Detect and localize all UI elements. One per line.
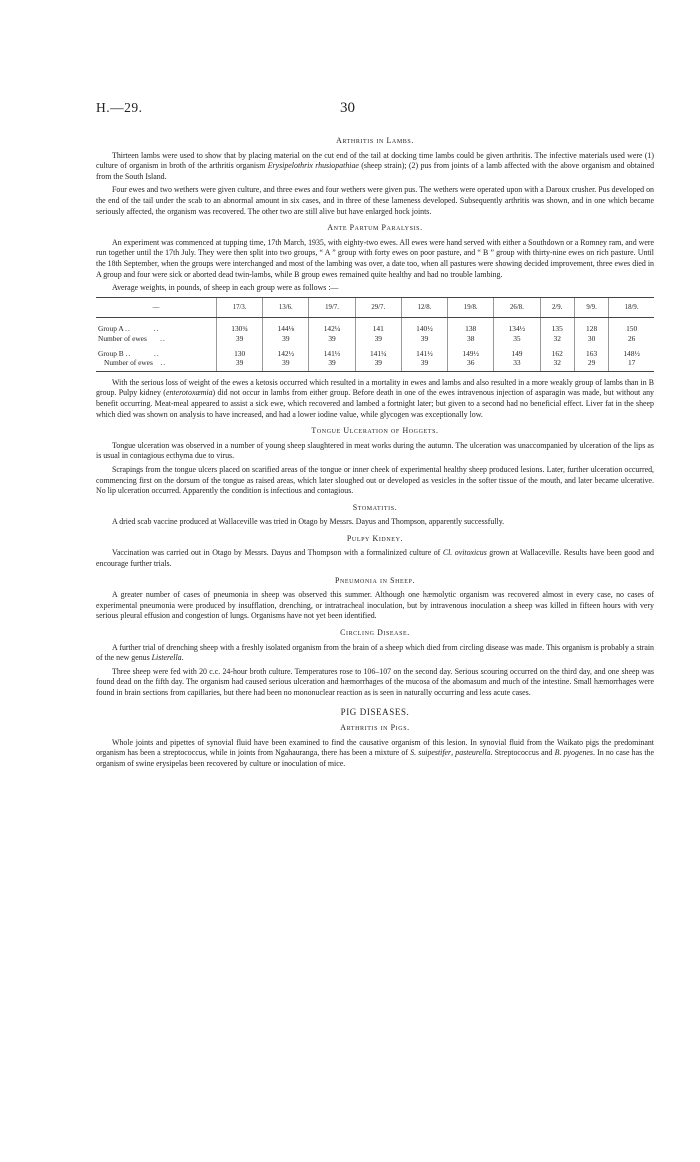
page-number: 30 xyxy=(340,100,355,116)
row-label: Number of ewes .. xyxy=(96,358,217,371)
table-cell: 26 xyxy=(609,334,654,343)
table-row xyxy=(96,324,654,333)
table-cell: 163 xyxy=(574,349,608,358)
row-label: Group A .. .. xyxy=(98,324,160,334)
table-cell: 162 xyxy=(540,349,574,358)
section-heading-ante-partum: Ante Partum Paralysis. xyxy=(327,223,423,233)
species-name: S. suipestifer xyxy=(410,748,452,758)
date-header: 2/9. xyxy=(540,297,574,317)
section-heading-stomatitis: Stomatitis. xyxy=(352,502,398,512)
paragraph: Four ewes and two wethers were given culture, and three ewes and four wethers were given pus. The wethers were operated upon with a Daroux crusher. Pus developed on the end of the tail under the scab to an abnormal amount in six cases, and in three of these lameness developed. Subsequently arthritis was shown, and in one which became seriously affected, the organism was recovered. The other two are still alive but have enlarged hock joints. xyxy=(96,185,654,216)
row-label: Number of ewes .. xyxy=(98,333,166,343)
table-cell: 142½ xyxy=(263,349,309,358)
table-cell: 149 xyxy=(494,349,540,358)
paragraph: With the serious loss of weight of the ewes a ketosis occurred which resulted in a mortality in ewes and lambs and also resulted in a more weakly group of lambs than in B group. Pulpy kidney (enterotoxæmia) did not occur in lambs from either group. Before death in one of the ewes intravenous injection of asparagin was made, but without any benefit occurring. Meat-meal appeared to assist a sick ewe, which recovered and lambed a fortnight later; but given to a second had no beneficial effect. Liver fat in the sheep which died was shown on analysis to have increased, and had a lower iodine value, while glycogen was exceptionally low. xyxy=(96,377,654,419)
section-heading-arthritis-lambs: Arthritis in Lambs. xyxy=(336,136,414,145)
table-cell: 128 xyxy=(574,324,608,333)
table-cell: 134½ xyxy=(494,324,540,333)
paragraph: A dried scab vaccine produced at Wallaceville was tried in Otago by Messrs. Dayus and Thompson, apparently successfully. xyxy=(112,517,505,527)
section-heading-pig-diseases: PIG DISEASES. xyxy=(340,706,410,717)
date-header: 26/8. xyxy=(494,297,540,317)
genus-name: Listerella xyxy=(151,653,182,663)
paragraph: Tongue ulceration was observed in a number of young sheep slaughtered in meat works during the autumn. The ulceration was unaccompanied by ulceration of the lips as is usual in contagious ecthyma due to virus. xyxy=(96,440,654,461)
table-cell: 140½ xyxy=(401,324,447,333)
table-cell: 138 xyxy=(448,324,494,333)
table-row xyxy=(96,358,654,371)
document-reference: H.—29. xyxy=(96,100,143,115)
table-cell: 32 xyxy=(540,334,574,343)
table-row xyxy=(96,334,654,343)
table-cell: 130 xyxy=(217,349,263,358)
section-heading-tongue-ulceration: Tongue Ulceration of Hoggets. xyxy=(311,426,439,436)
table-cell: 39 xyxy=(263,334,309,343)
weights-table xyxy=(96,297,654,372)
paragraph: Three sheep were fed with 20 c.c. 24-hour broth culture. Temperatures rose to 106–107 on the second day. Serious scouring occurred on the third day, and one sheep was found dead on the fifth day. The organism had caused serious ulceration and hæmorrhages of the mucosa of the abomasum and much of the intestine. Small hæmorrhages were found in brain sections from capillaries, but there had been no mononuclear reaction as is seen in naturally occurring and less acute cases. xyxy=(96,666,654,697)
paragraph: Whole joints and pipettes of synovial fluid have been examined to find the causative organism of this lesion. In synovial fluid from the Waikato pigs the predominant organism has been a streptococcus, while in joints from Ngahauranga, there has been a mixture of S. suipestifer, pasteurella. Streptococcus and B. pyogenes. In no case has the organism of swine erysipelas been recovered by culture or inoculation of mice. xyxy=(96,737,654,768)
date-header: 17/3. xyxy=(217,297,263,317)
species-name: Cl. ovitoxicus xyxy=(442,548,487,558)
table-cell: 39 xyxy=(401,358,447,371)
table-cell: 39 xyxy=(217,358,263,371)
paragraph: Vaccination was carried out in Otago by Messrs. Dayus and Thompson with a formalinized culture of Cl. ovitoxicus grown at Wallaceville. Results have been good and encourage further trials. xyxy=(96,548,654,569)
date-header: 19/8. xyxy=(448,297,494,317)
table-cell: 144⅛ xyxy=(263,324,309,333)
table-cell: 142¼ xyxy=(309,324,355,333)
table-cell: 148½ xyxy=(609,349,654,358)
species-name: B. pyogenes xyxy=(554,748,593,758)
table-corner: — xyxy=(96,297,217,317)
table-cell: 141¼ xyxy=(355,349,401,358)
table-cell: 130¾ xyxy=(217,324,263,333)
table-cell: 141 xyxy=(355,324,401,333)
disease-term: enterotoxæmia xyxy=(165,388,213,398)
table-cell: 141½ xyxy=(401,349,447,358)
table-header-row xyxy=(96,297,654,317)
table-cell: 35 xyxy=(494,334,540,343)
date-header: 19/7. xyxy=(309,297,355,317)
table-cell: 39 xyxy=(217,334,263,343)
date-header: 12/8. xyxy=(401,297,447,317)
table-cell: 32 xyxy=(540,358,574,371)
table-cell: 39 xyxy=(401,334,447,343)
paragraph: Thirteen lambs were used to show that by placing material on the cut end of the tail at docking time lambs could be given arthritis. The infective materials used were (1) culture of organism in broth of the arthritis organism Erysipelothrix rhusiopathiae (sheep strain); (2) pus from joints of a lamb affected with the above organism and obtained from the South Island. xyxy=(96,150,655,181)
document-body xyxy=(96,130,654,773)
section-heading-circling-disease: Circling Disease. xyxy=(340,628,410,638)
section-heading-pneumonia: Pneumonia in Sheep. xyxy=(334,575,416,585)
section-heading-pulpy-kidney: Pulpy Kidney. xyxy=(346,533,404,543)
species-name: Erysipelothrix rhusiopathiae xyxy=(267,161,359,171)
paragraph: A greater number of cases of pneumonia in sheep was observed this summer. Although one hæmolytic organism was recovered almost in every case, no cases of experimental pneumonia were produced by insufflation, drenching, or intratracheal inoculation, but by intravenous inoculation a sheep was killed in fifteen hours with very serious pleural effusion and congestion of lungs. Organisms have not yet been identified. xyxy=(96,590,654,621)
table-cell: 39 xyxy=(309,334,355,343)
table-cell: 17 xyxy=(609,358,654,371)
table-cell: 39 xyxy=(309,358,355,371)
table-cell: 141⅓ xyxy=(309,349,355,358)
paragraph: Average weights, in pounds, of sheep in each group were as follows :— xyxy=(112,283,339,293)
table-cell: 135 xyxy=(540,324,574,333)
date-header: 18/9. xyxy=(609,297,654,317)
table-cell: 150 xyxy=(609,324,654,333)
row-label: Group B .. .. xyxy=(98,348,160,358)
paragraph: A further trial of drenching sheep with a freshly isolated organism from the brain of a sheep which died from circling disease was made. This organism is probably a strain of the new genus Listerella. xyxy=(96,642,654,663)
table-cell: 149½ xyxy=(448,349,494,358)
paragraph: An experiment was commenced at tupping time, 17th March, 1935, with eighty-two ewes. All ewes were hand served with either a Southdown or a Romney ram, and were run together until the 17th July. They were then split into two groups, “ A ” group with forty ewes on poor pasture, and “ B ” group with thirty-nine ewes on rich pasture. Until the 18th September, when the groups were interchanged and most of the lambing was over, a date too, when all pastures were showing decided improvement, three ewes died in A group and four were sick or aborted dead twin-lambs, while B group ewes remained quite healthy and had no trouble lambing. xyxy=(96,237,654,279)
table-row xyxy=(96,349,654,358)
table-cell: 39 xyxy=(263,358,309,371)
date-header: 9/9. xyxy=(574,297,608,317)
table-cell: 29 xyxy=(574,358,608,371)
table-cell: 38 xyxy=(448,334,494,343)
species-name: pasteurella xyxy=(455,748,491,758)
table-cell: 36 xyxy=(448,358,494,371)
date-header: 13/6. xyxy=(263,297,309,317)
date-header: 29/7. xyxy=(355,297,401,317)
section-heading-arthritis-pigs: Arthritis in Pigs. xyxy=(340,723,410,733)
table-cell: 39 xyxy=(355,358,401,371)
paragraph: Scrapings from the tongue ulcers placed on scarified areas of the tongue or inner cheek of experimental healthy sheep produced lesions. Later, further ulceration occurred, commencing first on the dorsum of the tongue as raised areas, which later sloughed out or developed as vesicles in the softer tissue of the mouth, and later became ulcerative. No lip ulceration occurred. Apparently the condition is infectious and contagious. xyxy=(96,464,654,496)
table-cell: 33 xyxy=(494,358,540,371)
table-cell: 39 xyxy=(355,334,401,343)
table-cell: 30 xyxy=(574,334,608,343)
